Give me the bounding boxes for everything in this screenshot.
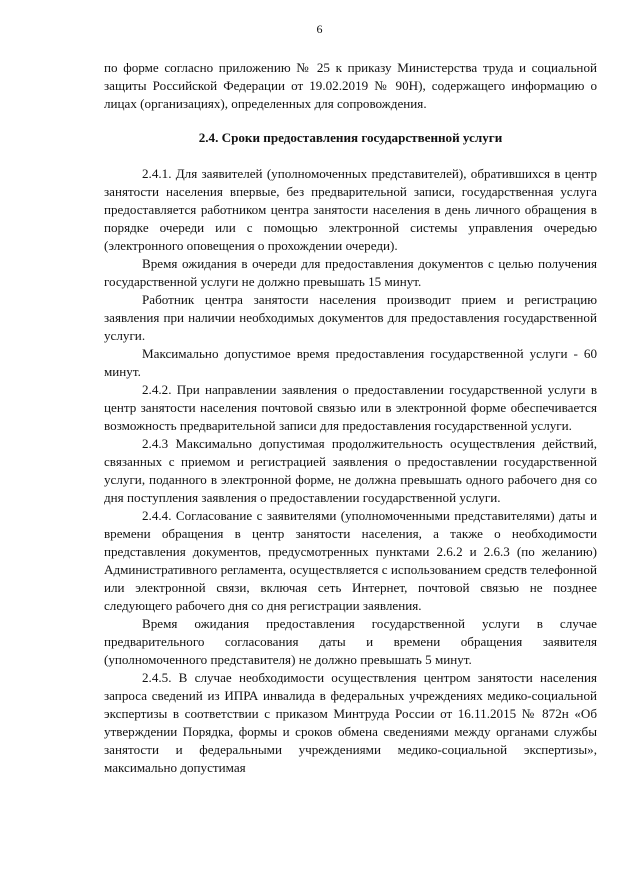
paragraph-2-4-4: 2.4.4. Согласование с заявителями (уполномоченными представителями) даты и времени обращения в центр занятости населения, а также о необходимости представления документов, предусмотренных пунктами 2.6.2 и 2.6.3 (по желанию) Административного регламента, осуществляется с использованием средств телефонной или электронной связи, включая сеть Интернет, почтовой связью не позднее следующего рабочего дня со дня регистрации заявления. bbox=[104, 508, 597, 613]
paragraph-prearranged-wait: Время ожидания предоставления государственной услуги в случае предварительного согласования даты и времени обращения заявителя (уполномоченного представителя) не должно превышать 5 минут. bbox=[104, 616, 597, 667]
paragraph-2-4-1: 2.4.1. Для заявителей (уполномоченных представителей), обратившихся в центр занятости населения впервые, без предварительной записи, государственная услуга предоставляется работником центра занятости населения в день личного обращения в порядке очереди или с помощью электронной системы управления очередью (электронного оповещения о прохождении очереди). bbox=[104, 166, 597, 253]
paragraph-max-time: Максимально допустимое время предоставления государственной услуги - 60 минут. bbox=[104, 346, 597, 379]
paragraph-registration: Работник центра занятости населения производит прием и регистрацию заявления при наличии необходимых документов для предоставления государственной услуги. bbox=[104, 292, 597, 343]
paragraph-2-4-5: 2.4.5. В случае необходимости осуществления центром занятости населения запроса сведений из ИПРА инвалида в федеральных учреждениях медико-социальной экспертизы в соответствии с приказом Минтруда России от 16.11.2015 № 872н «Об утверждении Порядка, формы и сроков обмена сведениями между органами службы занятости и федеральными учреждениями медико-социальной экспертизы», максимально допустимая bbox=[104, 670, 597, 775]
document-body bbox=[104, 59, 597, 777]
paragraph-queue-wait: Время ожидания в очереди для предоставления документов с целью получения государственной услуги не должно превышать 15 минут. bbox=[104, 256, 597, 289]
section-heading: 2.4. Сроки предоставления государственной услуги bbox=[198, 130, 503, 145]
paragraph-2-4-3: 2.4.3 Максимально допустимая продолжительность осуществления действий, связанных с приемом и регистрацией заявления о предоставлении государственной услуги, поданного в электронной форме, не должна превышать одного рабочего дня со дня поступления заявления о предоставлении государственной услуги. bbox=[104, 436, 597, 505]
paragraph-2-4-2: 2.4.2. При направлении заявления о предоставлении государственной услуги в центр занятости населения почтовой связью или в электронной форме обеспечивается возможность предварительной записи для предоставления государственной услуги. bbox=[104, 382, 597, 433]
paragraph-continuation: по форме согласно приложению № 25 к приказу Министерства труда и социальной защиты Российской Федерации от 19.02.2019 № 90Н), содержащего информацию о лицах (организациях), определенных для сопровождения. bbox=[104, 60, 597, 111]
page-number: 6 bbox=[316, 22, 323, 36]
